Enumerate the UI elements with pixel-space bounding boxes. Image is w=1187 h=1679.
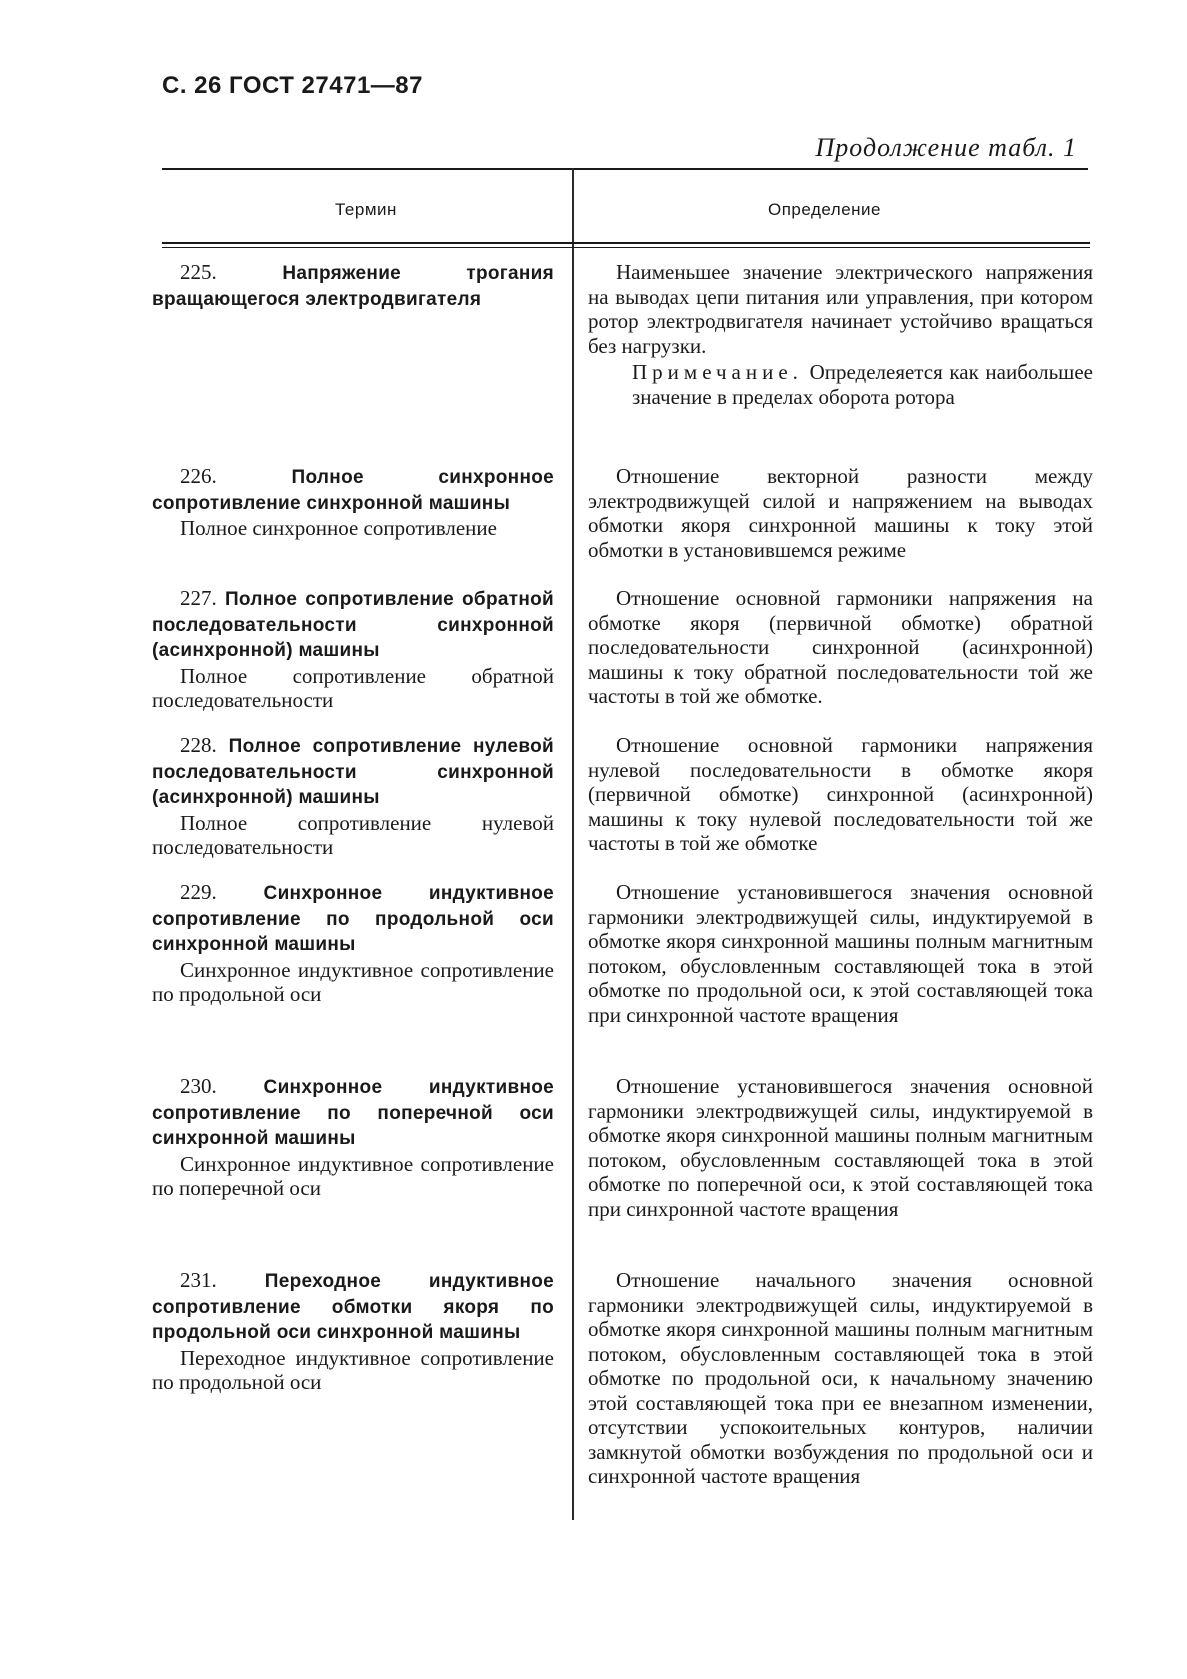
column-header-term: Термин xyxy=(335,200,397,219)
column-header-definition: Определение xyxy=(768,200,881,219)
term-name: Полное сопротивление обратной последовательности синхронной (асинхронной) машины xyxy=(152,589,554,661)
definition-text: Отношение установившегося значения основной гармоники электродвижущей силы, индуктируемой в обмотке якоря синхронной машины полным магнитным потоком, обусловленным составляющей тока в этой обмотке по продольной оси, к этой составляющей тока при синхронной частоте вращения xyxy=(588,880,1093,1027)
term-entry-228 xyxy=(152,733,554,860)
term-entry-231 xyxy=(152,1268,554,1395)
term-title: 225. Напряжение трогания вращающегося электродвигателя xyxy=(152,260,554,310)
definition-entry-231 xyxy=(588,1268,1093,1489)
term-synonym: Синхронное индуктивное сопротивление по продольной оси xyxy=(152,957,554,1006)
term-synonym: Синхронное индуктивное сопротивление по поперечной оси xyxy=(152,1151,554,1200)
page-header: С. 26 ГОСТ 27471—87 xyxy=(162,72,423,99)
term-entry-227 xyxy=(152,586,554,713)
table-continuation-label: Продолжение табл. 1 xyxy=(815,133,1077,162)
definition-entry-227 xyxy=(588,586,1093,709)
table-top-rule xyxy=(162,168,1088,170)
definition-text: Наименьшее значение электрического напряжения на выводах цепи питания или управления, при котором ротор электродвигателя начинает устойчиво вращаться без нагрузки. xyxy=(588,260,1093,358)
term-title: 228. Полное сопротивление нулевой последовательности синхронной (асинхронной) машины xyxy=(152,733,554,808)
term-entry-225 xyxy=(152,260,554,312)
definition-text: Отношение векторной разности между электродвижущей силой и напряжением на выводах обмотки якоря синхронной машины к току этой обмотки в установившемся режиме xyxy=(588,464,1093,562)
definition-entry-229 xyxy=(588,880,1093,1027)
term-name: Переходное индуктивное сопротивление обмотки якоря по продольной оси синхронной машины xyxy=(152,1271,554,1343)
term-title: 227. Полное сопротивление обратной последовательности синхронной (асинхронной) машины xyxy=(152,586,554,661)
term-name: Полное сопротивление нулевой последовательности синхронной (асинхронной) машины xyxy=(152,736,554,808)
definition-text: Отношение основной гармоники напряжения нулевой последовательности в обмотке якоря (первичной обмотке) синхронной (асинхронной) машины к току нулевой последовательности той же частоты в той же обмотке xyxy=(588,733,1093,855)
term-synonym: Полное сопротивление нулевой последовательности xyxy=(152,810,554,859)
definition-text: Отношение начального значения основной гармоники электродвижущей силы, индуктируемой в обмотке якоря синхронной машины полным магнитным потоком, обусловленным составляющей тока в этой обмотке по продольной оси, к начальному значению этой составляющей тока при ее внезапном изменении, отсутствии успокоительных контуров, наличии замкнутой обмотки возбуждения по продольной оси и синхронной частоте вращения xyxy=(588,1268,1093,1488)
definition-entry-228 xyxy=(588,733,1093,856)
header-double-rule xyxy=(162,242,1090,248)
term-synonym: Полное синхронное сопротивление xyxy=(180,516,497,540)
column-divider xyxy=(572,168,574,1520)
definition-text: Отношение основной гармоники напряжения на обмотке якоря (первичной обмотке) обратной последовательности синхронной (асинхронной) машины к току обратной последовательности той же частоты в той же обмотке. xyxy=(588,586,1093,708)
note-text: Определеяется как наибольшее значение в пределах оборота ротора xyxy=(632,360,1093,409)
term-entry-226 xyxy=(152,464,554,541)
term-name: Синхронное индуктивное сопротивление по поперечной оси синхронной машины xyxy=(152,1077,554,1149)
definition-entry-225 xyxy=(588,260,1093,409)
definition-text: Отношение установившегося значения основной гармоники электродвижущей силы, индуктируемой в обмотке якоря синхронной машины полным магнитным потоком, обусловленным составляющей тока в этой обмотке по поперечной оси, к этой составляющей тока при синхронной частоте вращения xyxy=(588,1074,1093,1221)
note-label: Примечание. xyxy=(632,360,803,384)
term-name: Синхронное индуктивное сопротивление по продольной оси синхронной машины xyxy=(152,883,554,955)
term-title: 231. Переходное индуктивное сопротивление обмотки якоря по продольной оси синхронной машины xyxy=(152,1268,554,1343)
term-title: 230. Синхронное индуктивное сопротивление по поперечной оси синхронной машины xyxy=(152,1074,554,1149)
term-entry-230 xyxy=(152,1074,554,1201)
term-name: Полное синхронное сопротивление синхронной машины xyxy=(152,467,554,514)
definition-note xyxy=(632,360,1093,409)
term-synonym: Переходное индуктивное сопротивление по продольной оси xyxy=(152,1345,554,1394)
definition-entry-226 xyxy=(588,464,1093,562)
term-title: 226. Полное синхронное сопротивление синхронной машины xyxy=(152,464,554,514)
term-title: 229. Синхронное индуктивное сопротивление по продольной оси синхронной машины xyxy=(152,880,554,955)
term-entry-229 xyxy=(152,880,554,1007)
term-synonym: Полное сопротивление обратной последовательности xyxy=(152,663,554,712)
definition-entry-230 xyxy=(588,1074,1093,1221)
term-name: Напряжение трогания вращающегося электродвигателя xyxy=(152,263,554,310)
